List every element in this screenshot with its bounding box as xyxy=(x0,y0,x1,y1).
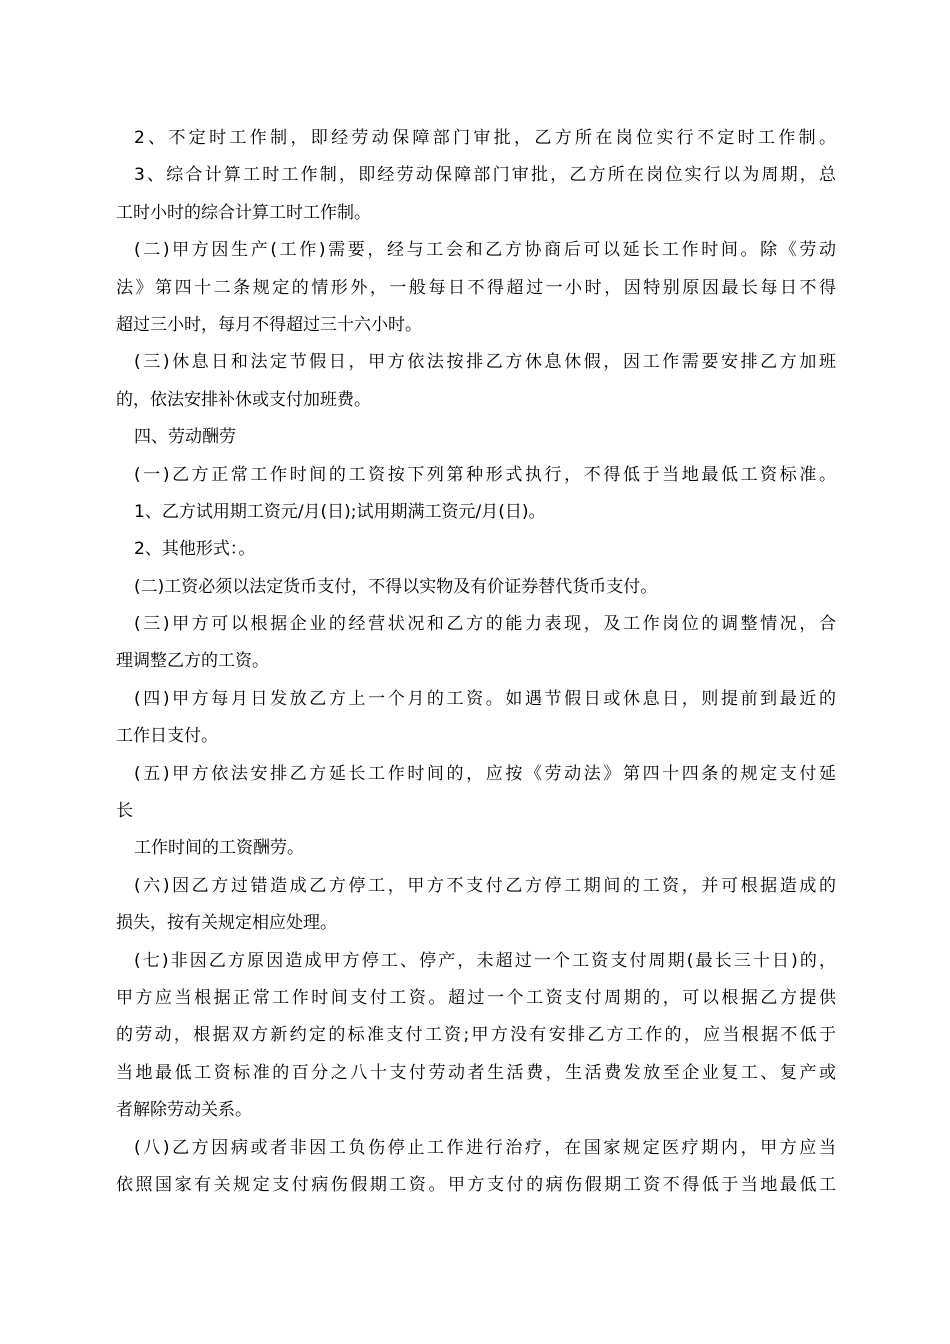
document-body xyxy=(116,120,836,1204)
paragraph-line: (二)甲方因生产(工作)需要，经与工会和乙方协商后可以延长工作时间。除《劳动 xyxy=(134,240,836,261)
paragraph-line: 工作日支付。 xyxy=(116,726,218,747)
paragraph-line: 1、乙方试用期工资元/月(日);试用期满工资元/月(日)。 xyxy=(134,501,546,522)
paragraph-line: 2、其他形式：。 xyxy=(134,539,256,560)
paragraph-line: 长 xyxy=(116,801,133,822)
paragraph-line: 工时小时的综合计算工时工作制。 xyxy=(116,202,371,223)
paragraph-line: 理调整乙方的工资。 xyxy=(116,651,269,672)
paragraph-line: 的，依法安排补休或支付加班费。 xyxy=(116,389,371,410)
paragraph-line: 超过三小时，每月不得超过三十六小时。 xyxy=(116,314,422,335)
paragraph-line: (一)乙方正常工作时间的工资按下列第种形式执行，不得低于当地最低工资标准。 xyxy=(134,464,836,485)
paragraph-line: 依照国家有关规定支付病伤假期工资。甲方支付的病伤假期工资不得低于当地最低工 xyxy=(116,1174,836,1195)
paragraph-line: 损失，按有关规定相应处理。 xyxy=(116,913,337,934)
paragraph-line: (二)工资必须以法定货币支付，不得以实物及有价证券替代货币支付。 xyxy=(134,576,658,597)
paragraph-line: 的劳动，根据双方新约定的标准支付工资;甲方没有安排乙方工作的，应当根据不低于 xyxy=(116,1025,836,1046)
paragraph-line: 法》第四十二条规定的情形外，一般每日不得超过一小时，因特别原因最长每日不得 xyxy=(116,277,836,298)
paragraph-line: 3、综合计算工时工作制，即经劳动保障部门审批，乙方所在岗位实行以为周期，总 xyxy=(134,165,836,186)
paragraph-line: 甲方应当根据正常工作时间支付工资。超过一个工资支付周期的，可以根据乙方提供 xyxy=(116,987,836,1008)
paragraph-line: 工作时间的工资酬劳。 xyxy=(134,838,304,859)
paragraph-line: (六)因乙方过错造成乙方停工，甲方不支付乙方停工期间的工资，并可根据造成的 xyxy=(134,875,836,896)
paragraph-line: (五)甲方依法安排乙方延长工作时间的，应按《劳动法》第四十四条的规定支付延 xyxy=(134,763,836,784)
paragraph-line: 2、不定时工作制，即经劳动保障部门审批，乙方所在岗位实行不定时工作制。 xyxy=(134,128,836,148)
paragraph-line: (八)乙方因病或者非因工负伤停止工作进行治疗，在国家规定医疗期内，甲方应当 xyxy=(134,1137,836,1158)
paragraph-line: 者解除劳动关系。 xyxy=(116,1100,252,1121)
paragraph-line: (三)休息日和法定节假日，甲方依法按排乙方休息休假，因工作需要安排乙方加班 xyxy=(134,352,836,373)
paragraph-line: (三)甲方可以根据企业的经营状况和乙方的能力表现，及工作岗位的调整情况，合 xyxy=(134,614,836,635)
section-heading: 四、劳动酬劳 xyxy=(134,427,236,448)
paragraph-line: (四)甲方每月日发放乙方上一个月的工资。如遇节假日或休息日，则提前到最近的 xyxy=(134,688,836,709)
paragraph-line: 当地最低工资标准的百分之八十支付劳动者生活费，生活费发放至企业复工、复产或 xyxy=(116,1062,836,1083)
paragraph-line: (七)非因乙方原因造成甲方停工、停产，未超过一个工资支付周期(最长三十日)的， xyxy=(134,950,836,971)
